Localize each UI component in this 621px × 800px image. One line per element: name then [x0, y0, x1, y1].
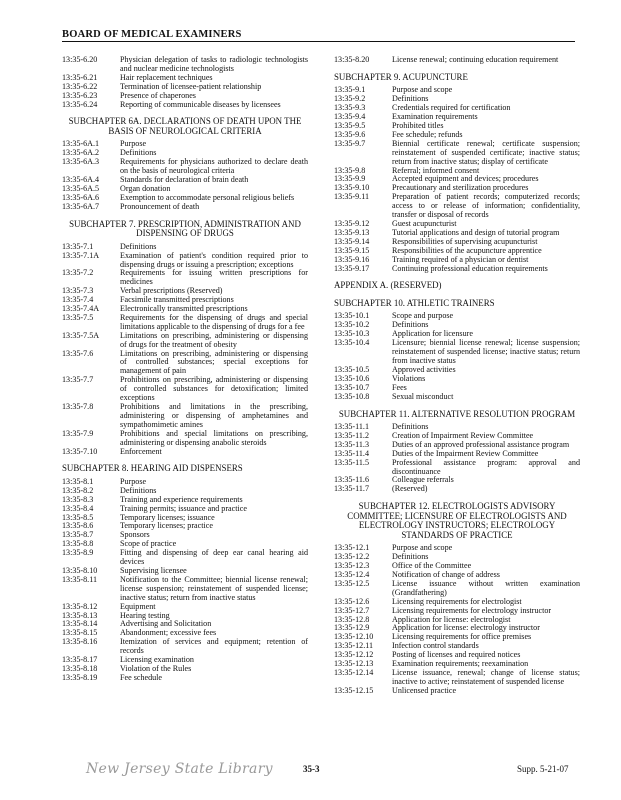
- toc-entry: [62, 314, 308, 332]
- running-header: BOARD OF MEDICAL EXAMINERS: [62, 29, 242, 40]
- section-number: 13:35-6A.2: [62, 148, 100, 158]
- section-title: Professional assistance program: approval and discontinuance: [392, 457, 580, 476]
- section-title: Credentials required for certification: [392, 103, 511, 113]
- section-number: 13:35-9.7: [334, 138, 366, 148]
- toc-entry: [62, 376, 308, 403]
- section-title: Licensure; biennial license renewal; license suspension; reinstatement of suspended license; inactive status; return from inactive status: [392, 338, 580, 365]
- section-number: 13:35-6A.1: [62, 139, 100, 149]
- section-title: Requirements for the dispensing of drugs and special limitations applicable to the dispensing of drugs for a fee: [120, 312, 308, 331]
- section-title: Temporary licenses; issuance: [120, 512, 215, 522]
- section-title: Licensing requirements for electrology instructor: [392, 605, 552, 615]
- toc-entry: [334, 544, 580, 553]
- toc-entry: [62, 332, 308, 350]
- subchapter-heading: SUBCHAPTER 9. ACUPUNCTURE: [334, 71, 468, 82]
- toc-entry: [62, 603, 308, 612]
- section-number: 13:35-12.4: [334, 569, 370, 579]
- section-number: 13:35-11.1: [334, 422, 369, 431]
- toc-entry: [62, 252, 308, 270]
- section-title: Duties of the Impairment Review Committee: [392, 448, 539, 458]
- section-number: 13:35-6.20: [62, 55, 98, 64]
- section-title: Definitions: [392, 552, 429, 562]
- section-title: Biennial certificate renewal; certificate suspension; reinstatement of suspended certificate; inactive status; return from inactive status; display of certificate: [392, 138, 580, 166]
- section-number: 13:35-9.2: [334, 94, 366, 104]
- section-title: Limitations on prescribing, administering or dispensing of controlled substances; special exceptions for management of pain: [120, 348, 308, 376]
- toc-entry: [334, 265, 580, 274]
- toc-entry: [62, 448, 308, 457]
- section-number: 13:35-7.7: [62, 375, 94, 385]
- section-number: 13:35-8.15: [62, 628, 98, 638]
- section-title: Requirements for physicians authorized to declare death on the basis of neurological criteria: [120, 157, 308, 176]
- section-number: 13:35-8.20: [334, 55, 370, 64]
- section-number: 13:35-12.15: [334, 685, 374, 695]
- toc-entry: [334, 113, 580, 122]
- section-number: 13:35-8.13: [62, 610, 98, 620]
- header-rule: [62, 41, 575, 42]
- section-number: 13:35-9.8: [334, 165, 366, 175]
- section-number: 13:35-8.12: [62, 601, 98, 611]
- subchapter-heading: SUBCHAPTER 11. ALTERNATIVE RESOLUTION PROGRAM: [338, 408, 576, 419]
- section-number: 13:35-9.11: [334, 192, 369, 202]
- section-title: (Reserved): [392, 484, 428, 494]
- section-title: Guest acupuncturist: [392, 219, 457, 228]
- section-number: 13:35-12.1: [334, 543, 370, 553]
- section-number: 13:35-11.5: [334, 457, 369, 467]
- section-title: Abandonment; excessive fees: [120, 628, 217, 638]
- section-title: License issuance, renewal; change of license status; inactive to active; reinstatement of suspended license: [392, 667, 580, 686]
- toc-entry: [62, 403, 308, 430]
- section-number: 13:35-7.6: [62, 348, 94, 358]
- section-title: Definitions: [392, 422, 429, 431]
- section-number: 13:35-12.3: [334, 561, 370, 571]
- section-number: 13:35-8.7: [62, 530, 94, 540]
- section-number: 13:35-11.2: [334, 430, 369, 440]
- section-title: Hair replacement techniques: [120, 72, 213, 82]
- section-number: 13:35-10.2: [334, 320, 370, 330]
- section-number: 13:35-7.2: [62, 268, 94, 278]
- section-title: Purpose: [120, 476, 147, 486]
- section-title: Training permits; issuance and practice: [120, 503, 247, 513]
- toc-entry: [334, 366, 580, 375]
- section-title: License renewal; continuing education requirement: [392, 55, 559, 64]
- section-number: 13:35-7.10: [62, 446, 98, 456]
- toc-entry: [62, 638, 308, 656]
- section-title: Requirements for issuing written prescriptions for medicines: [120, 268, 308, 287]
- section-number: 13:35-9.6: [334, 129, 366, 139]
- section-number: 13:35-7.1: [62, 241, 94, 251]
- section-number: 13:35-7.4A: [62, 304, 100, 314]
- section-title: Fee schedule: [120, 672, 163, 682]
- section-title: Violation of the Rules: [120, 663, 192, 673]
- section-title: Approved activities: [392, 364, 456, 374]
- section-title: Colleague referrals: [392, 475, 454, 485]
- toc-entry: [334, 86, 580, 95]
- section-title: Licensing requirements for electrologist: [392, 596, 522, 606]
- toc-entry: [62, 674, 308, 683]
- section-number: 13:35-7.9: [62, 428, 94, 438]
- page-number: 35-3: [303, 764, 320, 774]
- section-title: License issuance without written examination (Grandfathering): [392, 578, 580, 597]
- section-number: 13:35-12.10: [334, 632, 374, 642]
- section-number: 13:35-8.17: [62, 655, 98, 665]
- section-number: 13:35-6A.7: [62, 201, 100, 211]
- section-title: Scope and purpose: [392, 311, 454, 321]
- section-title: Fees: [392, 382, 407, 392]
- subchapter-heading: SUBCHAPTER 6A. DECLARATIONS OF DEATH UPON THE BASIS OF NEUROLOGICAL CRITERIA: [68, 116, 302, 136]
- section-title: Definitions: [120, 241, 157, 251]
- toc-entry: [62, 430, 308, 448]
- section-title: Notification to the Committee; biennial license renewal; license suspension; reinstatement of suspended license; inactive status; return from inactive status: [120, 574, 308, 602]
- section-title: Definitions: [120, 485, 157, 495]
- toc-entry: [334, 339, 580, 366]
- section-number: 13:35-8.14: [62, 619, 98, 629]
- section-number: 13:35-11.7: [334, 484, 369, 494]
- section-title: Standards for declaration of brain death: [120, 175, 249, 185]
- section-number: 13:35-10.8: [334, 391, 370, 401]
- section-number: 13:35-10.3: [334, 329, 370, 339]
- section-title: Purpose: [120, 139, 147, 149]
- section-title: Creation of Impairment Review Committee: [392, 430, 534, 440]
- section-number: 13:35-10.5: [334, 364, 370, 374]
- section-number: 13:35-9.9: [334, 174, 366, 184]
- toc-entry: [62, 203, 308, 212]
- section-title: Prohibitions and special limitations on prescribing, administering or dispensing anabolic steroids: [120, 428, 308, 447]
- section-number: 13:35-9.3: [334, 103, 366, 113]
- section-title: Supervising licensee: [120, 566, 187, 575]
- section-number: 13:35-8.5: [62, 512, 94, 522]
- section-title: Presence of chaperones: [120, 90, 196, 100]
- section-title: Posting of licenses and required notices: [392, 650, 521, 660]
- section-title: Office of the Committee: [392, 561, 472, 571]
- section-number: 13:35-6.22: [62, 81, 98, 91]
- toc-entry: [334, 476, 580, 485]
- section-title: Referral; informed consent: [392, 165, 480, 175]
- section-title: Termination of licensee-patient relationship: [120, 81, 262, 91]
- section-number: 13:35-8.18: [62, 663, 98, 673]
- toc-entry: [62, 522, 308, 531]
- section-title: Definitions: [392, 320, 429, 330]
- section-title: Licensing examination: [120, 655, 194, 665]
- section-number: 13:35-10.1: [334, 311, 370, 321]
- section-number: 13:35-12.7: [334, 605, 370, 615]
- section-title: Exemption to accommodate personal religious beliefs: [120, 192, 295, 202]
- section-number: 13:35-8.10: [62, 566, 98, 575]
- section-number: 13:35-12.9: [334, 623, 370, 633]
- section-number: 13:35-6A.3: [62, 157, 100, 167]
- toc-entry: [334, 140, 580, 167]
- section-number: 13:35-8.11: [62, 574, 97, 584]
- section-title: Examination requirements; reexamination: [392, 659, 529, 669]
- section-number: 13:35-6A.4: [62, 175, 100, 185]
- section-title: Sponsors: [120, 530, 150, 540]
- toc-entry: [334, 580, 580, 598]
- toc-entry: [62, 56, 308, 74]
- section-number: 13:35-6.24: [62, 99, 98, 109]
- section-title: Itemization of services and equipment; retention of records: [120, 637, 308, 656]
- section-title: Organ donation: [120, 183, 171, 193]
- section-title: Scope of practice: [120, 539, 177, 549]
- section-title: Application for license: electrology instructor: [392, 623, 540, 633]
- section-number: 13:35-12.8: [334, 614, 370, 624]
- section-number: 13:35-10.7: [334, 382, 370, 392]
- section-number: 13:35-12.11: [334, 641, 374, 651]
- toc-entry: [334, 384, 580, 393]
- toc-entry: [62, 478, 308, 487]
- section-number: 13:35-6A.5: [62, 183, 100, 193]
- section-title: Verbal prescriptions (Reserved): [120, 286, 223, 296]
- section-number: 13:35-9.17: [334, 263, 370, 273]
- section-title: Training required of a physician or dentist: [392, 254, 529, 264]
- section-title: Duties of an approved professional assistance program: [392, 439, 570, 449]
- toc-entry: [62, 549, 308, 567]
- section-title: Definitions: [392, 94, 429, 104]
- toc-entry: [62, 158, 308, 176]
- toc-entry: [334, 375, 580, 384]
- section-number: 13:35-9.12: [334, 219, 370, 228]
- subchapter-heading: SUBCHAPTER 12. ELECTROLOGISTS ADVISORY COMMITTEE; LICENSURE OF ELECTROLOGISTS AND ELECTROLOGY INSTRUCTORS; ELECTROLOGY STANDARDS OF PRACTICE: [347, 501, 567, 540]
- section-title: Advertising and Solicitation: [120, 619, 212, 629]
- section-title: Responsibilities of supervising acupuncturist: [392, 236, 538, 246]
- section-number: 13:35-6.23: [62, 90, 98, 100]
- section-title: Responsibilities of the acupuncture apprentice: [392, 245, 542, 255]
- section-title: Fee schedule; refunds: [392, 129, 463, 139]
- toc-entry: [334, 56, 580, 65]
- section-title: Prohibited titles: [392, 121, 444, 131]
- toc-entry: [334, 459, 580, 477]
- section-number: 13:35-11.3: [334, 439, 369, 449]
- toc-entry: [334, 669, 580, 687]
- toc-entry: [334, 687, 580, 696]
- section-number: 13:35-9.4: [334, 112, 366, 122]
- section-number: 13:35-6.21: [62, 72, 98, 82]
- supplement-date: Supp. 5-21-07: [517, 764, 569, 774]
- section-title: Examination requirements: [392, 112, 478, 122]
- toc-entry: [62, 576, 308, 603]
- section-number: 13:35-8.9: [62, 548, 94, 558]
- section-title: Purpose and scope: [392, 543, 453, 553]
- section-number: 13:35-10.6: [334, 373, 370, 383]
- section-number: 13:35-9.16: [334, 254, 370, 264]
- section-number: 13:35-12.2: [334, 552, 370, 562]
- section-title: Physician delegation of tasks to radiologic technologists and nuclear medicine technologists: [120, 55, 308, 73]
- section-number: 13:35-8.2: [62, 485, 94, 495]
- subchapter-heading: SUBCHAPTER 7. PRESCRIPTION, ADMINISTRATION AND DISPENSING OF DRUGS: [69, 218, 301, 239]
- library-logo: New Jersey State Library: [86, 761, 273, 777]
- section-title: Licensing requirements for office premises: [392, 632, 532, 642]
- section-number: 13:35-9.13: [334, 227, 370, 237]
- section-number: 13:35-7.4: [62, 295, 94, 305]
- section-title: Application for licensure: [392, 329, 473, 339]
- section-title: Definitions: [120, 148, 157, 158]
- section-title: Training and experience requirements: [120, 494, 243, 504]
- toc-entry: [334, 312, 580, 321]
- section-title: Preparation of patient records; computerized records; access to or release of information; confidentiality, transfer or disposal of records: [392, 192, 580, 220]
- section-number: 13:35-9.10: [334, 183, 370, 193]
- section-number: 13:35-7.8: [62, 402, 94, 411]
- section-number: 13:35-10.4: [334, 338, 370, 348]
- section-title: Pronouncement of death: [120, 201, 200, 211]
- subchapter-heading: APPENDIX A. (RESERVED): [334, 280, 442, 291]
- section-title: Temporary licenses; practice: [120, 521, 213, 531]
- section-title: Enforcement: [120, 446, 162, 456]
- section-number: 13:35-6A.6: [62, 192, 100, 202]
- section-number: 13:35-8.1: [62, 476, 94, 486]
- section-number: 13:35-12.5: [334, 578, 370, 588]
- section-number: 13:35-12.6: [334, 596, 370, 606]
- section-title: Continuing professional education requirements: [392, 263, 548, 273]
- section-title: Sexual misconduct: [392, 391, 454, 401]
- section-number: 13:35-12.12: [334, 650, 374, 660]
- section-number: 13:35-9.5: [334, 121, 366, 131]
- section-title: Reporting of communicable diseases by licensees: [120, 99, 281, 109]
- toc-entry: [62, 531, 308, 540]
- toc-entry: [62, 665, 308, 674]
- section-title: Fitting and dispensing of deep ear canal hearing aid devices: [120, 548, 308, 567]
- section-number: 13:35-7.3: [62, 286, 94, 296]
- section-title: Equipment: [120, 601, 156, 611]
- section-title: Application for license: electrologist: [392, 614, 511, 624]
- section-number: 13:35-11.6: [334, 475, 369, 485]
- section-number: 13:35-12.13: [334, 659, 374, 669]
- section-number: 13:35-12.14: [334, 667, 374, 677]
- section-number: 13:35-9.15: [334, 245, 370, 255]
- section-number: 13:35-7.5: [62, 312, 94, 322]
- section-title: Purpose and scope: [392, 85, 453, 95]
- section-number: 13:35-8.6: [62, 521, 94, 531]
- section-title: Limitations on prescribing, administering or dispensing of drugs for the treatment of obesity: [120, 330, 308, 349]
- section-number: 13:35-11.4: [334, 448, 369, 458]
- toc-entry: [62, 269, 308, 287]
- section-number: 13:35-9.1: [334, 85, 366, 95]
- toc-entry: [334, 393, 580, 402]
- section-number: 13:35-8.4: [62, 503, 94, 513]
- toc-entry: [62, 101, 308, 110]
- subchapter-heading: SUBCHAPTER 8. HEARING AID DISPENSERS: [62, 463, 243, 474]
- section-title: Notification of change of address: [392, 569, 500, 579]
- section-number: 13:35-8.16: [62, 637, 98, 647]
- section-title: Violations: [392, 373, 426, 383]
- section-title: Infection control standards: [392, 641, 479, 651]
- section-title: Examination of patient's condition required prior to dispensing drugs or issuing a prescription; exceptions: [120, 250, 308, 269]
- section-number: 13:35-7.1A: [62, 250, 100, 260]
- section-title: Accepted equipment and devices; procedures: [392, 174, 539, 184]
- section-title: Electronically transmitted prescriptions: [120, 304, 248, 314]
- toc-entry: [62, 350, 308, 377]
- toc-entry: [334, 193, 580, 220]
- section-title: Tutorial applications and design of tutorial program: [392, 227, 560, 237]
- section-title: Prohibitions and limitations in the prescribing, administering or dispensing of amphetamines and sympathomimetic amines: [120, 402, 308, 429]
- section-title: Precautionary and sterilization procedures: [392, 183, 529, 193]
- section-title: Facsimile transmitted prescriptions: [120, 295, 234, 305]
- section-title: Hearing testing: [120, 610, 170, 620]
- subchapter-heading: SUBCHAPTER 10. ATHLETIC TRAINERS: [334, 297, 495, 308]
- section-number: 13:35-9.14: [334, 236, 370, 246]
- right-column: [334, 56, 580, 696]
- section-number: 13:35-8.19: [62, 672, 98, 682]
- section-number: 13:35-8.8: [62, 539, 94, 549]
- left-column: [62, 56, 308, 683]
- toc-entry: [334, 485, 580, 494]
- section-number: 13:35-7.5A: [62, 330, 100, 340]
- section-number: 13:35-8.3: [62, 494, 94, 504]
- section-title: Prohibitions on prescribing, administering or dispensing of controlled substances for detoxification; limited exceptions: [120, 375, 308, 403]
- section-title: Unlicensed practice: [392, 685, 457, 695]
